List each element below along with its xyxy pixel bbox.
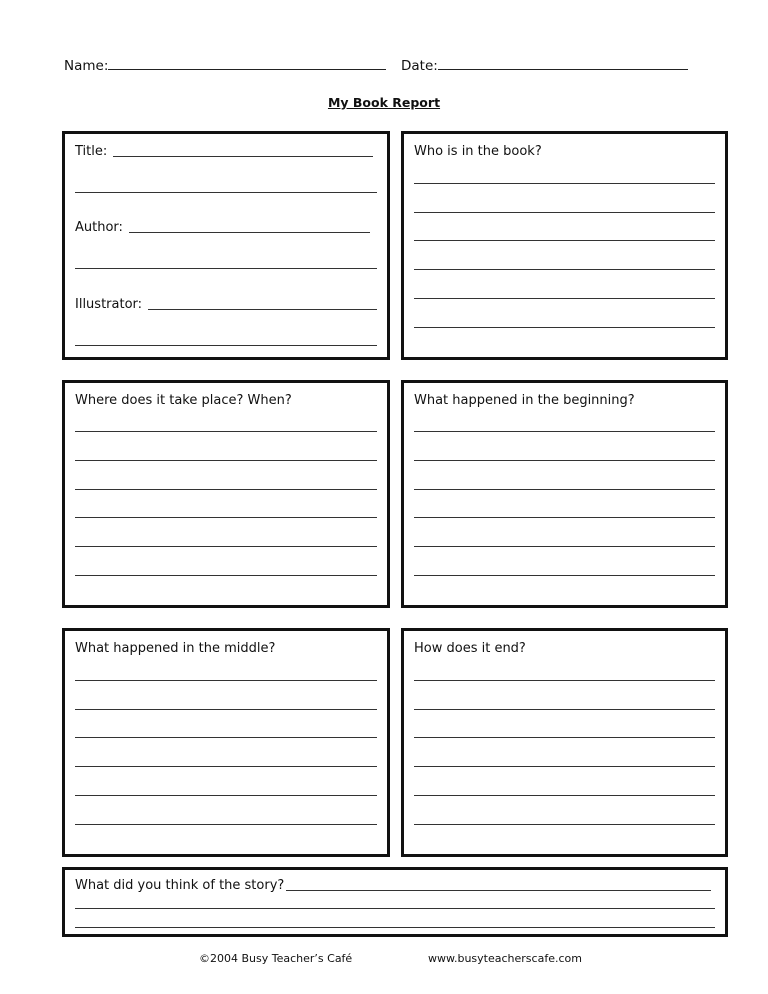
ending-prompt: How does it end? bbox=[414, 641, 526, 656]
author-field[interactable] bbox=[75, 220, 370, 235]
answer-line[interactable] bbox=[414, 240, 715, 241]
answer-line[interactable] bbox=[75, 460, 377, 461]
copyright-text: ©2004 Busy Teacher’s Café bbox=[199, 952, 353, 965]
answer-line[interactable] bbox=[75, 824, 377, 825]
setting-prompt: Where does it take place? When? bbox=[75, 393, 292, 408]
middle-box bbox=[62, 628, 390, 857]
title-line-2[interactable] bbox=[75, 192, 377, 193]
answer-line[interactable] bbox=[75, 517, 377, 518]
answer-line[interactable] bbox=[75, 709, 377, 710]
answer-line[interactable] bbox=[414, 709, 715, 710]
author-line[interactable] bbox=[129, 231, 370, 233]
characters-box bbox=[401, 131, 728, 360]
answer-line[interactable] bbox=[75, 680, 377, 681]
middle-prompt: What happened in the middle? bbox=[75, 641, 276, 656]
answer-line[interactable] bbox=[75, 431, 377, 432]
answer-line[interactable] bbox=[75, 766, 377, 767]
book-info-box bbox=[62, 131, 390, 360]
answer-line[interactable] bbox=[414, 517, 715, 518]
answer-line[interactable] bbox=[414, 680, 715, 681]
answer-line[interactable] bbox=[414, 489, 715, 490]
answer-line[interactable] bbox=[414, 460, 715, 461]
answer-line[interactable] bbox=[414, 269, 715, 270]
answer-line[interactable] bbox=[75, 927, 715, 928]
author-label: Author: bbox=[75, 220, 123, 235]
answer-line[interactable] bbox=[414, 766, 715, 767]
answer-line[interactable] bbox=[75, 489, 377, 490]
answer-line[interactable] bbox=[75, 908, 715, 909]
illustrator-line-2[interactable] bbox=[75, 345, 377, 346]
answer-line[interactable] bbox=[414, 546, 715, 547]
answer-line[interactable] bbox=[414, 327, 715, 328]
date-field[interactable] bbox=[438, 57, 688, 70]
name-date-row bbox=[64, 57, 688, 74]
illustrator-line[interactable] bbox=[148, 308, 377, 310]
answer-line[interactable] bbox=[414, 824, 715, 825]
illustrator-label: Illustrator: bbox=[75, 297, 143, 312]
answer-line[interactable] bbox=[414, 737, 715, 738]
answer-line[interactable] bbox=[75, 546, 377, 547]
author-line-2[interactable] bbox=[75, 268, 377, 269]
date-label: Date: bbox=[400, 58, 438, 74]
answer-line[interactable] bbox=[414, 795, 715, 796]
answer-line[interactable] bbox=[75, 575, 377, 576]
title-line[interactable] bbox=[113, 155, 373, 157]
beginning-prompt: What happened in the beginning? bbox=[414, 393, 635, 408]
opinion-line[interactable] bbox=[286, 889, 711, 891]
answer-line[interactable] bbox=[414, 212, 715, 213]
title-label: Title: bbox=[75, 144, 108, 159]
answer-line[interactable] bbox=[75, 737, 377, 738]
name-field[interactable] bbox=[108, 57, 386, 70]
setting-box bbox=[62, 380, 390, 608]
page-title: My Book Report bbox=[327, 95, 441, 110]
opinion-field[interactable] bbox=[75, 878, 711, 893]
name-label: Name: bbox=[64, 58, 109, 74]
beginning-box bbox=[401, 380, 728, 608]
answer-line[interactable] bbox=[414, 575, 715, 576]
answer-line[interactable] bbox=[414, 183, 715, 184]
website-link[interactable]: www.busyteacherscafe.com bbox=[428, 952, 582, 965]
title-field[interactable] bbox=[75, 144, 373, 159]
answer-line[interactable] bbox=[414, 298, 715, 299]
ending-box bbox=[401, 628, 728, 857]
opinion-box bbox=[62, 867, 728, 937]
characters-prompt: Who is in the book? bbox=[414, 144, 542, 159]
illustrator-field[interactable] bbox=[75, 297, 377, 312]
answer-line[interactable] bbox=[75, 795, 377, 796]
answer-line[interactable] bbox=[414, 431, 715, 432]
opinion-prompt: What did you think of the story? bbox=[75, 878, 285, 893]
